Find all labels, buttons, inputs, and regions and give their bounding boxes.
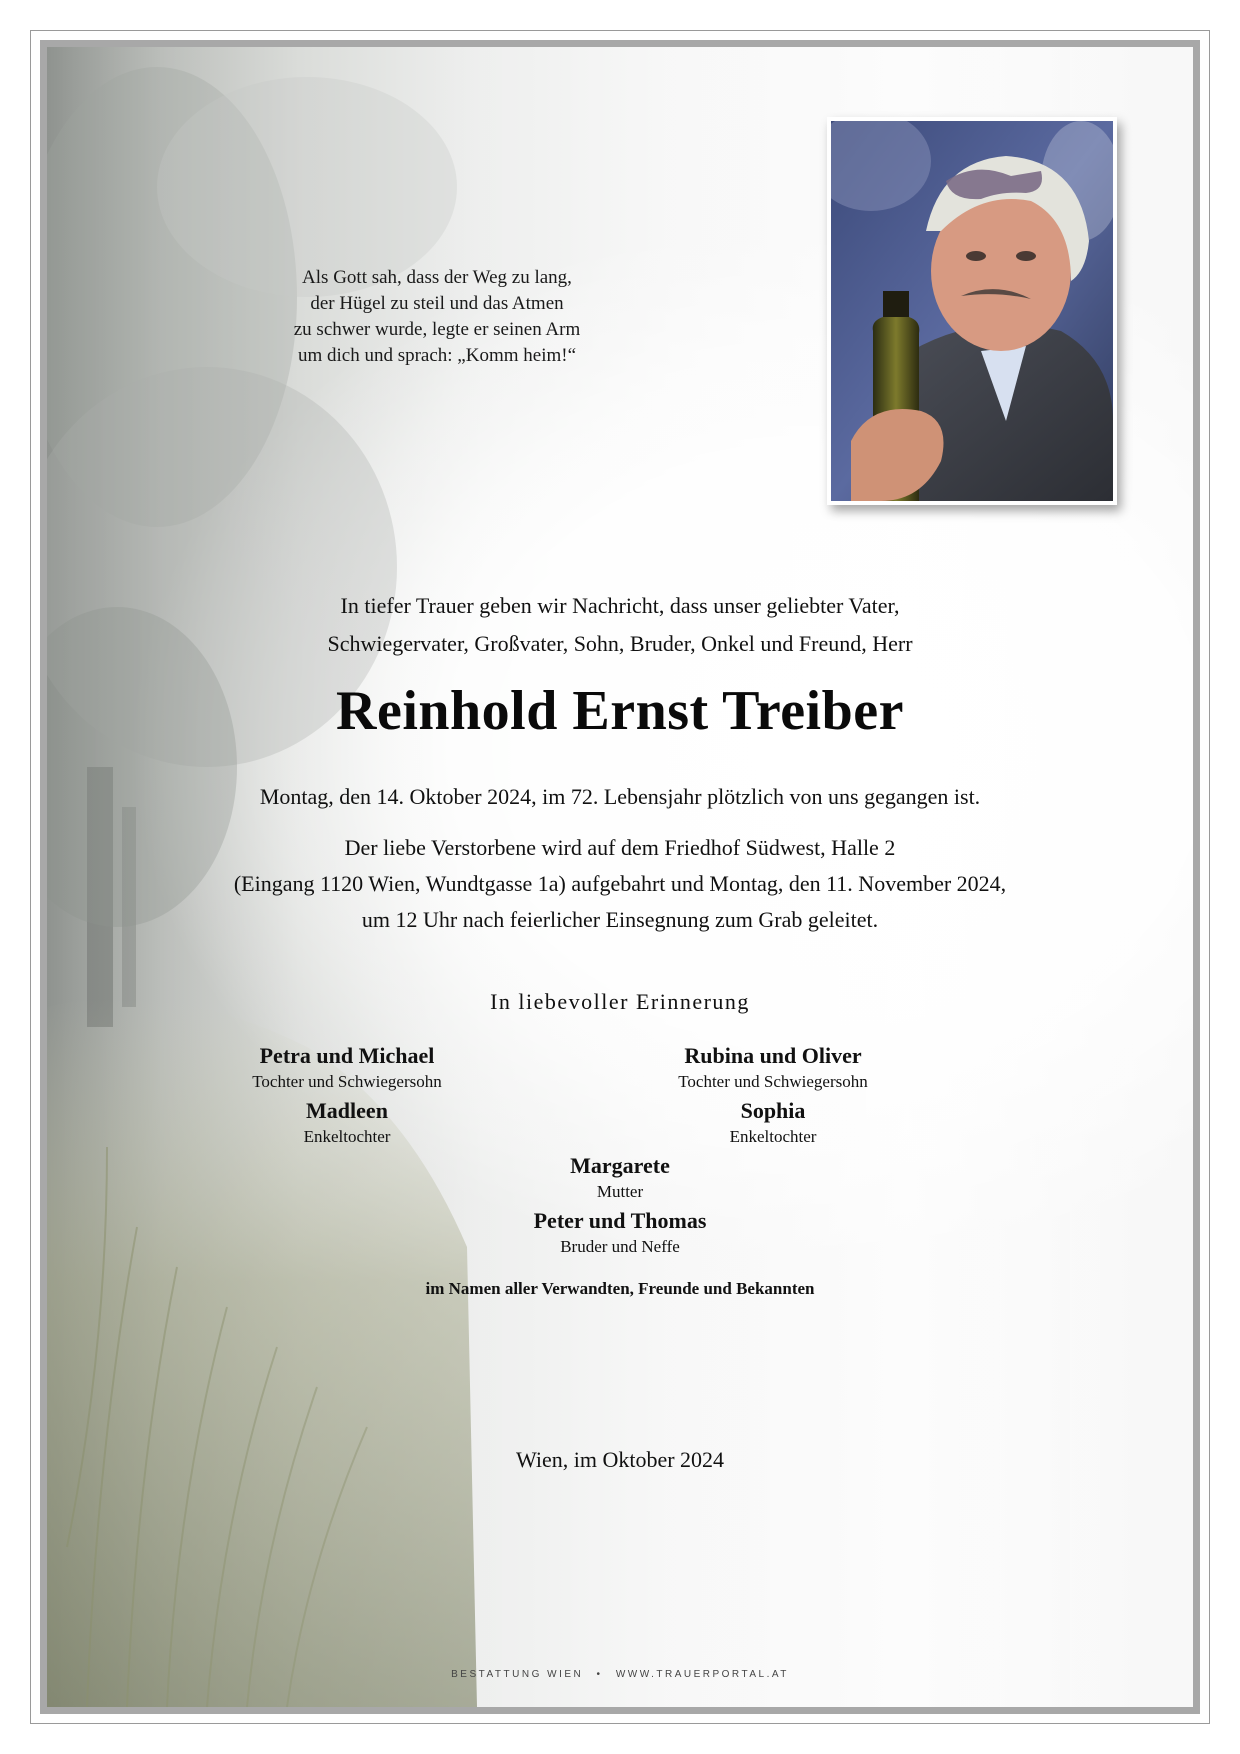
mourners-heading: In liebevoller Erinnerung bbox=[490, 989, 750, 1014]
footer bbox=[47, 1669, 1193, 1680]
mourner-relation: Bruder und Neffe bbox=[560, 1237, 680, 1256]
poem-line: Als Gott sah, dass der Weg zu lang, bbox=[302, 267, 572, 288]
mourner-name: Peter und Thomas bbox=[533, 1208, 707, 1233]
poem-line: zu schwer wurde, legte er seinen Arm bbox=[293, 319, 581, 340]
intro-line: In tiefer Trauer geben wir Nachricht, dass unser geliebter Vater, bbox=[340, 593, 900, 618]
footer-website-link[interactable]: WWW.TRAUERPORTAL.AT bbox=[615, 1669, 789, 1680]
poem-line: um dich und sprach: „Komm heim!“ bbox=[297, 345, 577, 366]
portrait-photo bbox=[827, 117, 1117, 505]
mourner-name: Sophia bbox=[740, 1098, 806, 1123]
mourner-entry bbox=[450, 1207, 790, 1259]
mourner-name: Petra und Michael bbox=[259, 1043, 435, 1068]
mourner-entry bbox=[177, 1097, 517, 1149]
place-and-date: Wien, im Oktober 2024 bbox=[515, 1447, 725, 1472]
mourner-relation: Tochter und Schwiegersohn bbox=[252, 1072, 442, 1091]
mourner-relation: Enkeltochter bbox=[729, 1127, 817, 1146]
burial-line: um 12 Uhr nach feierlicher Einsegnung zum Grab geleitet. bbox=[361, 907, 879, 932]
closing-line: im Namen aller Verwandten, Freunde und Bekannten bbox=[425, 1279, 815, 1298]
mourner-name: Margarete bbox=[570, 1153, 670, 1178]
footer-separator: • bbox=[596, 1669, 603, 1680]
poem bbox=[292, 265, 582, 369]
mourner-entry bbox=[450, 1152, 790, 1204]
intro-line: Schwiegervater, Großvater, Sohn, Bruder, Onkel und Freund, Herr bbox=[327, 631, 913, 656]
death-line: Montag, den 14. Oktober 2024, im 72. Lebensjahr plötzlich von uns gegangen ist. bbox=[259, 784, 981, 809]
mourner-name: Madleen bbox=[306, 1098, 388, 1123]
footer-company: BESTATTUNG WIEN bbox=[451, 1669, 584, 1680]
mourner-entry bbox=[177, 1042, 517, 1094]
burial-line: (Eingang 1120 Wien, Wundtgasse 1a) aufgebahrt und Montag, den 11. November 2024, bbox=[233, 871, 1007, 896]
mourner-relation: Enkeltochter bbox=[303, 1127, 391, 1146]
burial-line: Der liebe Verstorbene wird auf dem Friedhof Südwest, Halle 2 bbox=[344, 835, 896, 860]
mourner-entry bbox=[603, 1097, 943, 1149]
mourner-entry bbox=[603, 1042, 943, 1094]
parte-card bbox=[40, 40, 1200, 1714]
burial-info bbox=[47, 830, 1193, 938]
mourner-name: Rubina und Oliver bbox=[684, 1043, 862, 1068]
mourner-relation: Mutter bbox=[596, 1182, 644, 1201]
deceased-name: Reinhold Ernst Treiber bbox=[336, 680, 904, 742]
mourner-relation: Tochter und Schwiegersohn bbox=[678, 1072, 868, 1091]
announcement-intro bbox=[47, 587, 1193, 663]
poem-line: der Hügel zu steil und das Atmen bbox=[310, 293, 564, 314]
